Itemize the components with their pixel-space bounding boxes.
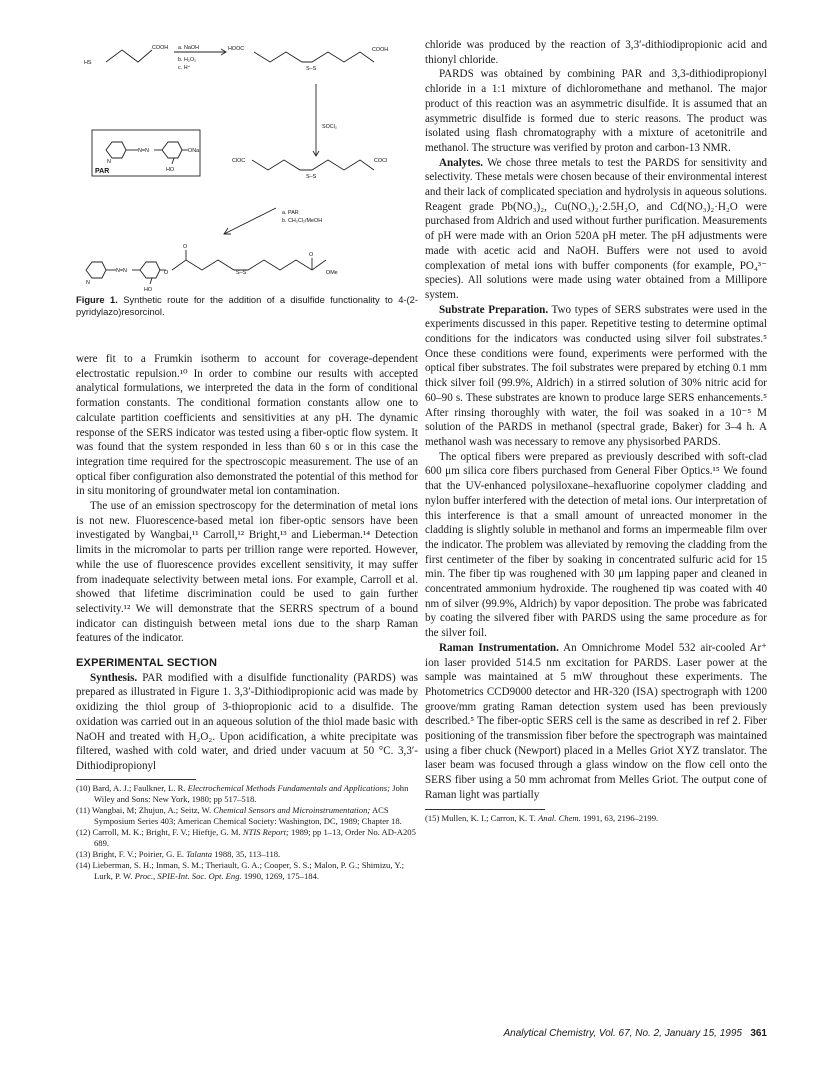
right-paragraph-1: chloride was produced by the reaction of 3,3′-dithiodipropionic acid and thionyl chloride. [425,39,767,66]
substrate-text: Two types of SERS substrates were used in the experiments discussed in this paper. Repetitive testing to determine optimal conditions for the indicators was conducted using silver foil substrates.⁵ Once these conditions were found, experiments were performed with the optical fiber substrates. The foil substrates were prepared by etching 0.1 mm thick silver foil (99.9%, Aldrich) in a stirred solution of 30% nitric acid for 60–90 s. These substrates are known to produce large SERS enhancements.⁵ After rinsing thoroughly with water, the foil was soaked in a 10⁻⁵ M solution of the PARDS in methanol (spectral grade, Baker) for 3–4 h. A methanol wash was necessary to remove any physisorbed PARDS. [425,303,767,448]
synthesis-text: PAR modified with a disulfide functionality (PARDS) was prepared as illustrated in Figure 1. 3,3′-Dithiodipropionic acid was made by oxidizing the thiol group of 3-thiopropionic acid to a disulfide. The oxidation was carried out in an aqueous solution of the thiol made basic with NaOH and treated with H₂O₂. Upon acidification, a white precipitate was filtered, washed with cold water, and dried under vacuum at 50 °C. 3,3′-Dithiodipropionyl [76,671,418,772]
reference-list-left [76,783,418,882]
right-column [425,38,767,824]
diacylchloride-chain [252,160,374,170]
ome-label: OMe [326,270,338,276]
step1-c: c. H⁺ [178,65,191,71]
azo-label-2: N=N [116,268,127,274]
runin-analytes: Analytes. [439,156,484,169]
figure-1-scheme [76,38,418,308]
figure-caption [76,294,418,318]
ss-label-1: S–S [306,66,317,72]
ss-label-3: S–S [236,270,247,276]
hs-label: HS [84,60,92,66]
raman-text: An Omnichrome Model 532 air-cooled Ar⁺ ion laser provided 514.5 nm excitation for PARDS. Laser power at the sample was maintained at 5 mW throughout these experiments. The Photometrics CCD9000 detector and HR-320 (ISA) spectrograph with 1200 groove/mm grating Raman detection system used has been previously described.⁵ The fiber-optic SERS cell is the same as described in ref 2. Fiber positioning of the transmission fiber before the spectrograph was maintained using a fiber chuck (Newport) placed in a Melles Griot XYZ translator. The laser beam was focused through a glass window on the flow cell onto the SERS fiber using a 50 mm achromat from Melles Griot. The output cone of Raman light was partially [425,641,768,801]
ho-label-1: HO [166,167,175,173]
o-label-1: O [164,270,169,276]
ona-label: ONa [188,148,200,154]
reference-10: (10) Bard, A. J.; Faulkner, L. R. Electrochemical Methods Fundamentals and Applications; John Wiley and Sons: New York, 1980; pp 517–518. [76,782,409,804]
left-paragraph-synthesis [76,671,418,774]
o-label-2: O [183,244,188,250]
n-label-1: N [107,159,111,165]
right-paragraph-fibers: The optical fibers were prepared as previously described with soft-clad 600 μm silica core fibers purchased from General Fiber Optics.¹⁵ We found that the UV-enhanced polysiloxane–hexafluorine copolymer cladding and nylon buffer interfered with the detection of metal ions. Our interpretation of this interference is that a small amount of unreacted monomer in the cladding is slightly soluble in methanol and forms an impermeable film over the indicator. The problem was alleviated by removing the cladding from the first centimeter of the fiber by soaking in concentrated sulfuric acid for 15 min. The fiber tip was roughened with 30 μm lapping paper and cleaned in concentrated ammonium hydroxide. The roughened tip was coated with 40 nm of silver (99.9%, Aldrich) by vapor deposition. The probe was fabricated by coating the silvered fiber with PARDS using the same procedure as for the silver foil. [425,450,767,640]
runin-raman: Raman Instrumentation. [439,641,559,654]
runin-substrate: Substrate Preparation. [439,303,549,316]
left-paragraph-2: The use of an emission spectroscopy for the determination of metal ions is not new. Fluorescence-based metal ion fiber-optic sensors have been investigated by Wangbai,¹¹ Carroll,¹² Bright,¹³ and Lieberman.¹⁴ Detection limits in the micromolar to parts per trillion range were reported. However, while the use of fluorescence provides excellent sensitivity, it may suffer from inadequate selectivity between metal ions. For example, Carroll et al. showed that lifetime discrimination could be used to gain further selectivity.¹² We will demonstrate that the SERRS spectrum of a bound indicator can distinguish between metal ions due to the sharp Raman features of the indicator. [76,500,418,645]
socl2-label: SOCl₂ [322,124,337,130]
step3-b: b. CH₂Cl₂/MeOH [282,218,323,224]
journal-citation: Analytical Chemistry, Vol. 67, No. 2, January 15, 1995 [503,1028,742,1039]
step1-b: b. H₂O₂ [178,57,197,63]
figure-caption-label: Figure 1. [76,294,118,305]
section-heading-experimental: EXPERIMENTAL SECTION [76,657,218,670]
page-footer [425,1028,767,1039]
left-paragraph-1: were fit to a Frumkin isotherm to account for coverage-dependent electrostatic repulsion.¹⁰ In order to combine our results with accepted analytical formulations, we interpreted the data in the form of conditional formation constants. The conditional formation constants allow one to calculate partition coefficients and sensitivities at any pH. The dynamic response of the SERS indicator was tested using a fiber-optic flow system. It was found that the system responded in less than 60 s or in this case the integration time required for the spectroscopic measurement. The use of an optical fiber configuration also demonstrated the potential of this method for in situ monitoring of groundwater metal ion contamination. [76,353,418,498]
runin-synthesis: Synthesis. [90,671,138,684]
right-paragraph-raman [425,641,767,803]
ho-label-2: HO [144,287,153,293]
analytes-text: We chose three metals to test the PARDS for sensitivity and selectivity. These metals were chosen because of their environmental interest and their lack of complicated speciation and hydrolysis in aqueous solutions. Reagent grade Pb(NO₃)₂, Cu(NO₃)₂·2.5H₂O, and Cd(NO₃)₂·H₂O were purchased from Aldrich and used without further purification. Measurements of pH were made with an Orion 520A pH meter. The pH adjustments were made with acetic acid and NaOH. Buffers were not used to avoid complexation of metal ions with buffer components (for example, PO₄³⁻ species). All solutions were made using water obtained from a Millipore system. [425,156,767,301]
cocl-label: COCl [374,158,388,164]
page-number: 361 [750,1028,767,1039]
pards-chain [172,260,326,270]
hooc-label: HOOC [228,46,245,52]
ss-label-2: S–S [306,174,317,180]
reference-11: (11) Wangbai, M; Zhujun, A.; Seitz, W. Chemical Sensors and Microinstrumentation; ACS Symposium Series 403; American Chemical Society: Washington, DC, 1989; Chapter 18. [76,804,402,826]
cloc-label: ClOC [232,158,246,164]
cooh-label-1: COOH [152,45,169,51]
reference-14: (14) Lieberman, S. H.; Inman, S. M.; Theriault, G. A.; Cooper, S. S.; Malon, P. G.; Shimizu, Y.; Lurk, P. W. Proc., SPIE-Int. Soc. Opt. Eng. 1990, 1269, 175–184. [76,859,404,881]
reference-15: (15) Mullen, K. I.; Carron, K. T. Anal. Chem. 1991, 63, 2196–2199. [425,812,659,823]
right-paragraph-analytes [425,156,767,303]
o-label-3: O [309,252,314,258]
left-column [76,294,418,318]
thiol-chain [106,50,152,62]
left-body [76,352,418,882]
reference-13: (13) Bright, F. V.; Poirier, G. E. Talanta 1988, 35, 113–118. [76,848,281,859]
reference-12: (12) Carroll, M. K.; Bright, F. V.; Hieftje, G. M. NTIS Report; 1989; pp 1–13, Order No. AD-A205 689. [76,826,416,848]
cooh-label-2: COOH [372,47,389,53]
n-label-2: N [86,280,90,286]
diacid-chain [254,52,374,62]
figure-caption-text: Synthetic route for the addition of a disulfide functionality to 4-(2-pyridylazo)resorcinol. [76,294,419,317]
step1-a: a. NaOH [178,45,199,51]
par-box-label: PAR [95,168,110,175]
right-paragraph-2: PARDS was obtained by combining PAR and 3,3-dithiodipropionyl chloride in a 1:1 mixture of dichloromethane and methanol. The major product of this reaction was an asymmetric disulfide. It is assumed that an asymmetric disulfide is formed due to steric reasons. The product was isolated using flash chromatography with a mixture of acetonitrile and methanol. The structure was verified by proton and carbon-13 NMR. [425,68,767,154]
azo-label-1: N=N [138,148,149,154]
step3-a: a. PAR [282,210,299,216]
right-paragraph-substrate [425,303,767,450]
